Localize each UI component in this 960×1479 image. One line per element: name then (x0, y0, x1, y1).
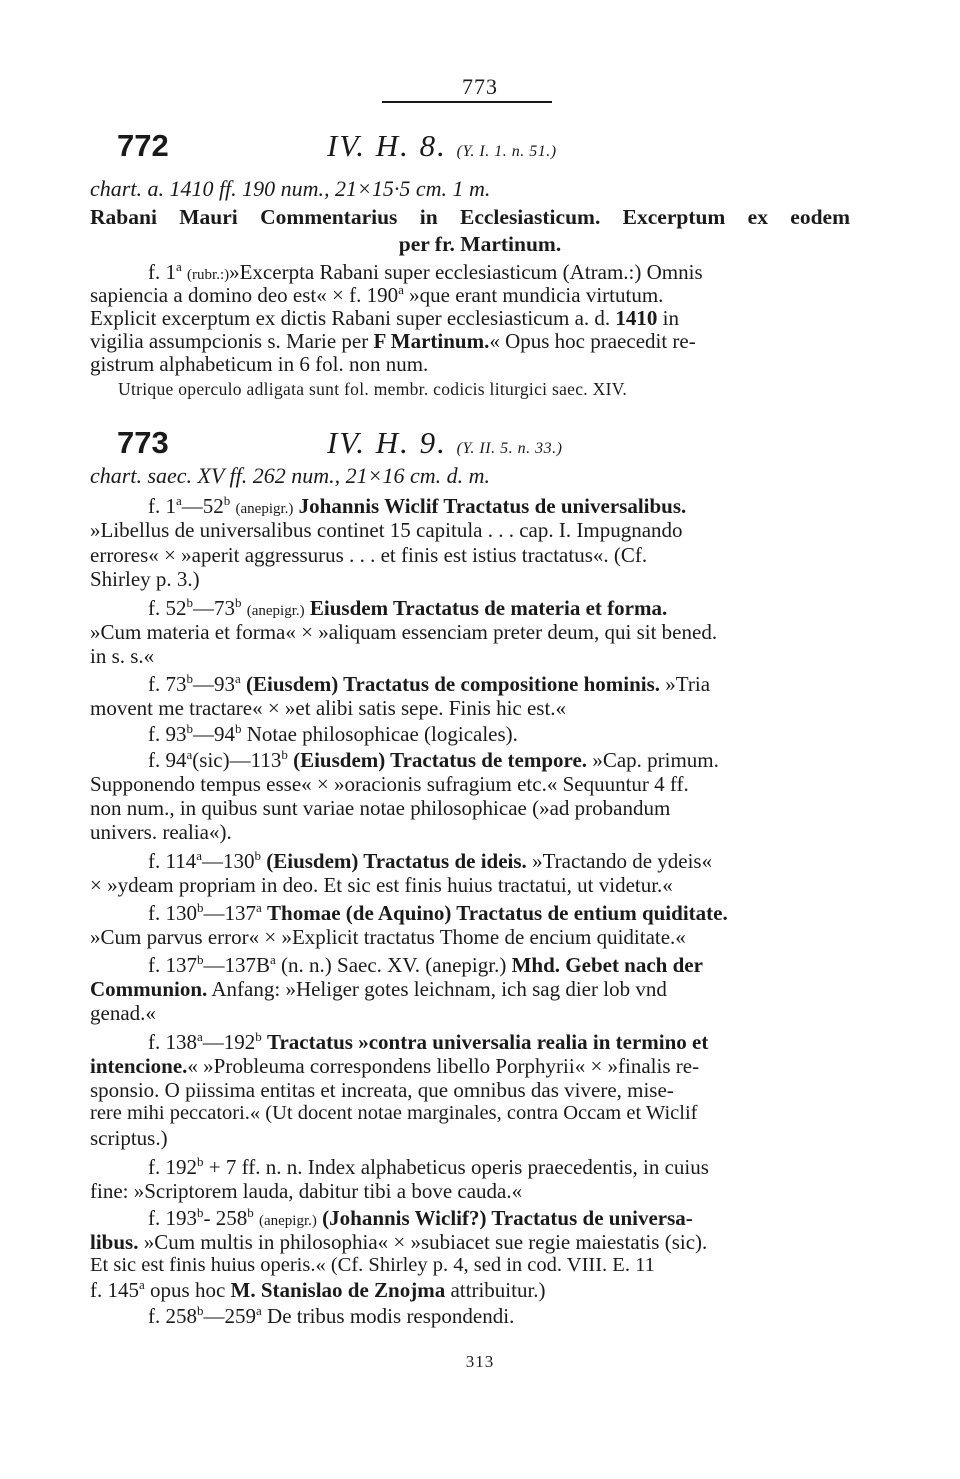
old-signature: (Y. I. 1. n. 51.) (456, 143, 557, 160)
text-line: vigilia assumpcionis s. Marie per F Martinum.« Opus hoc praecedit re- (90, 329, 696, 353)
old-signature: (Y. II. 5. n. 33.) (456, 440, 563, 457)
item-line: f. 258$^b$—259$^a$ De tribus modis respondendi. (148, 1303, 515, 1328)
item-line: f. 114$^a$—130$^b$ (Eiusdem) Tractatus de ideis. »Tractando de ydeis« (148, 848, 713, 873)
item-line: f. 193$^b$- 258$^b$ (anepigr.) (Johannis Wiclif?) Tractatus de universa- (148, 1205, 693, 1230)
item-line: scriptus.) (90, 1126, 168, 1150)
item-line: »Cum materia et forma« × »aliquam essenciam preter deum, qui sit bened. (90, 620, 718, 644)
item-line: »Cum parvus error« × »Explicit tractatus Thome de encium quiditate.« (90, 925, 686, 949)
item-line: sponsio. O piissima entitas et increata, que omnibus das vivere, mise- (90, 1078, 674, 1102)
item-line: f. 93$^b$—94$^b$ Notae philosophicae (logicales). (148, 721, 518, 746)
header-rule (382, 101, 552, 103)
text-line: Explicit excerptum ex dictis Rabani super ecclesiasticum a. d. 1410 in (90, 306, 680, 330)
physical-description-772: chart. a. 1410 ff. 190 num., 21×15·5 cm. 1 m. (90, 176, 491, 201)
item-line: f. 73$^b$—93$^a$ (Eiusdem) Tractatus de compositione hominis. »Tria (148, 671, 711, 696)
item-line: Et sic est finis huius operis.« (Cf. Shirley p. 4, sed in cod. VIII. E. 11 (90, 1254, 655, 1276)
item-line: f. 130$^b$—137$^a$ Thomae (de Aquino) Tractatus de entium quiditate. (148, 900, 728, 925)
footer-page-number: 313 (465, 1352, 495, 1371)
item-line: errores« × »aperit aggressurus . . . et finis est istius tractatus«. (Cf. (90, 543, 648, 567)
item-line: f. 94$^a$(sic)—113$^b$ (Eiusdem) Tractatus de tempore. »Cap. primum. (148, 747, 719, 772)
shelfmark-773 (327, 425, 562, 461)
item-line: Shirley p. 3.) (90, 567, 200, 591)
item-line: f. 1$^a$—52$^b$ (anepigr.) Johannis Wiclif Tractatus de universalibus. (148, 493, 687, 518)
item-line: f. 52$^b$—73$^b$ (anepigr.) Eiusdem Tractatus de materia et forma. (148, 595, 668, 620)
title-772-line2: per fr. Martinum. (398, 232, 562, 256)
item-line: univers. realia«). (90, 820, 232, 844)
title-772-line1: Rabani Mauri Commentarius in Ecclesiasticum. Excerptum ex eodem (90, 205, 850, 229)
item-line: Supponendo tempus esse« × »oracionis sufragium etc.« Sequuntur 4 ff. (90, 772, 689, 796)
text-line: sapiencia a domino deo est« × f. 190$^a$ »que erant mundicia virtutum. (90, 282, 664, 307)
item-line: in s. s.« (90, 644, 155, 668)
item-line: intencione.« »Probleuma correspondens libello Porphyrii« × »finalis re- (90, 1054, 700, 1078)
shelfmark-text: IV. H. 8. (327, 128, 447, 163)
item-line: genad.« (90, 1001, 156, 1025)
physical-description-773: chart. saec. XV ff. 262 num., 21×16 cm. d. m. (90, 463, 491, 488)
entry-number-773: 773 (117, 425, 169, 460)
text-line: gistrum alphabeticum in 6 fol. non num. (90, 352, 429, 376)
shelfmark-772 (327, 128, 557, 164)
item-line: f. 192$^b$ + 7 ff. n. n. Index alphabeticus operis praecedentis, in cuius (148, 1154, 709, 1179)
running-page-number: 773 (462, 74, 498, 99)
item-line: »Libellus de universalibus continet 15 capitula . . . cap. I. Impugnando (90, 518, 683, 542)
entry-number-772: 772 (117, 128, 169, 163)
item-line: Communion. Anfang: »Heliger gotes leichnam, ich sag dier lob vnd (90, 977, 667, 1001)
note-772: Utrique operculo adligata sunt fol. membr. codicis liturgici saec. XIV. (118, 379, 628, 399)
item-line: rere mihi peccatori.« (Ut docent notae marginales, contra Occam et Wiclif (90, 1102, 698, 1124)
shelfmark-text: IV. H. 9. (327, 425, 447, 460)
item-line: × »ydeam propriam in deo. Et sic est finis huius tractatui, ut videtur.« (90, 873, 673, 897)
item-line: f. 145$^a$ opus hoc M. Stanislao de Znojma attribuitur.) (90, 1277, 546, 1302)
item-line: f. 138$^a$—192$^b$ Tractatus »contra universalia realia in termino et (148, 1029, 709, 1054)
item-line: fine: »Scriptorem lauda, dabitur tibi a bove cauda.« (90, 1179, 523, 1203)
item-line: non num., in quibus sunt variae notae philosophicae (»ad probandum (90, 796, 671, 820)
text-line: f. 1$^a$ (rubr.:)»Excerpta Rabani super ecclesiasticum (Atram.:) Omnis (148, 259, 703, 284)
item-line: libus. »Cum multis in philosophia« × »subiacet sue regie maiestatis (sic). (90, 1230, 708, 1254)
item-line: movent me tractare« × »et alibi satis sepe. Finis hic est.« (90, 696, 567, 720)
item-line: f. $137^b—137B^a$ (n. n.) Saec. XV. (anepigr.) Mhd. Gebet nach der (148, 952, 703, 977)
